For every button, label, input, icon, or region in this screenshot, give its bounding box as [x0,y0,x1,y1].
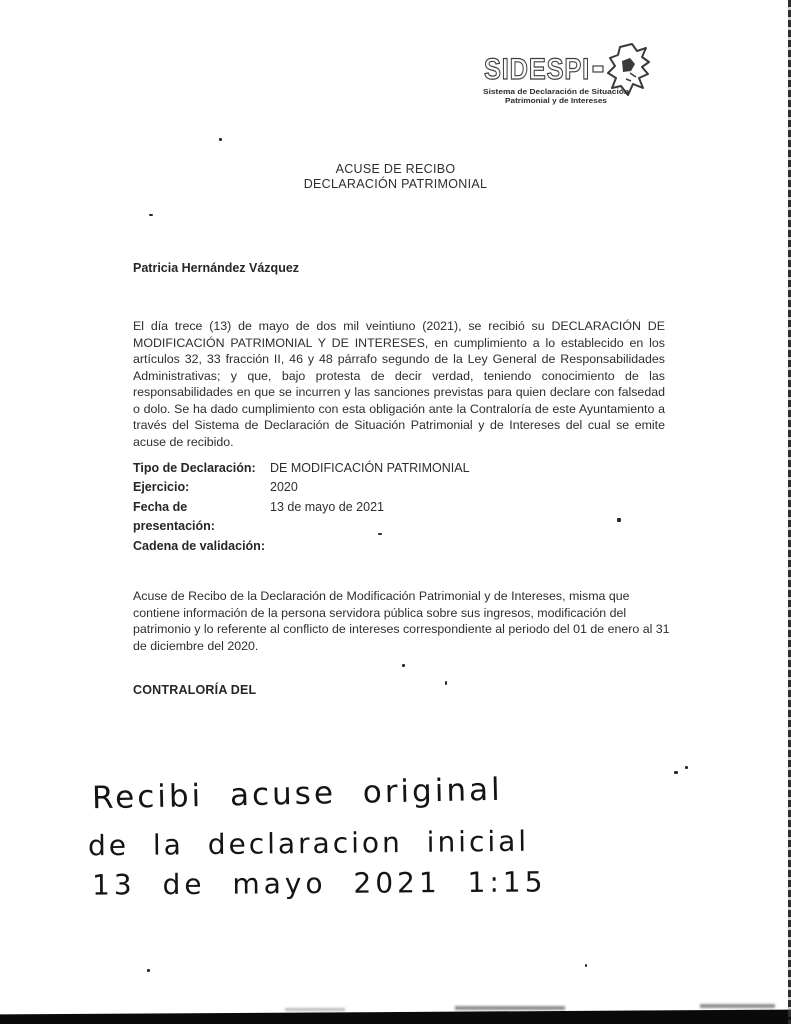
sidespi-wordmark: SIDESPI [484,53,590,86]
logo-subtitle-line1: Sistema de Declaración de Situación [483,87,630,96]
scan-edge-bar [0,1010,791,1024]
field-row-ejercicio [133,478,613,497]
scan-speck [585,964,587,967]
scan-speck [378,533,382,535]
field-row-tipo [133,459,613,478]
document-title [0,162,791,192]
field-label-fecha: Fecha de presentación: [133,499,215,534]
recipient-name: Patricia Hernández Vázquez [133,261,300,275]
scan-speck [219,138,222,141]
scan-smudge [285,1008,345,1011]
handwritten-note-line1: Recibi acuse original [91,771,504,817]
sidespi-logo-svg [482,42,654,110]
scan-speck [685,766,688,769]
field-label-cadena: Cadena de validación: [133,538,265,553]
field-value-ejercicio: 2020 [270,480,298,495]
scan-smudge [700,1004,775,1008]
field-value-cadena [270,537,613,556]
document-title-line2: DECLARACIÓN PATRIMONIAL [303,177,488,191]
field-label-ejercicio: Ejercicio: [133,480,190,495]
logo-dash [593,66,603,72]
declaration-fields [133,459,613,556]
scan-speck [149,214,153,216]
scan-speck [402,664,405,667]
logo-subtitle-line2: Patrimonial y de Intereses [505,96,607,105]
handwritten-note-line2: de la declaracion inicial [87,824,530,863]
scan-speck [147,969,150,972]
declaration-paragraph: El día trece (13) de mayo de dos mil veintiuno (2021), se recibió su DECLARACIÓN DE MODIFICACIÓN PATRIMONIAL Y DE INTERESES, en cumplimiento a lo establecido en los artículos 32, 33 fracción II, 46 y 48 párrafo segundo de la Ley General de Responsabilidades Administrativas; y que, bajo protesta de decir verdad, teniendo conocimiento de las responsabilidades en que se incurren y las sanciones previstas para quien declare con falsedad o dolo. Se ha dado cumplimiento con esta obligación ante la Contraloría de este Ayuntamiento a través del Sistema de Declaración de Situación Patrimonial y de Intereses del cual se emite acuse de recibido. [133,319,665,449]
scan-speck [674,771,678,774]
scan-speck [445,681,447,685]
scan-speck [617,518,621,522]
handwritten-note-line3: 13 de mayo 2021 1:15 [91,865,547,902]
issuing-office: CONTRALORÍA DEL [133,683,257,697]
scan-smudge [455,1006,565,1010]
acuse-summary-paragraph: Acuse de Recibo de la Declaración de Modificación Patrimonial y de Intereses, misma que contiene información de la persona servidora pública sobre sus ingresos, modificación del patrimonio y lo referente al conflicto de intereses correspondiente al periodo del 01 de enero al 31 de diciembre del 2020. [133,589,670,653]
field-row-fecha [133,498,613,537]
document-title-line1: ACUSE DE RECIBO [335,162,456,176]
field-value-fecha: 13 de mayo de 2021 [270,499,384,514]
field-label-tipo: Tipo de Declaración: [133,461,256,475]
field-row-cadena [133,537,613,556]
sidespi-logo [482,42,654,110]
field-value-tipo: DE MODIFICACIÓN PATRIMONIAL [270,461,470,475]
